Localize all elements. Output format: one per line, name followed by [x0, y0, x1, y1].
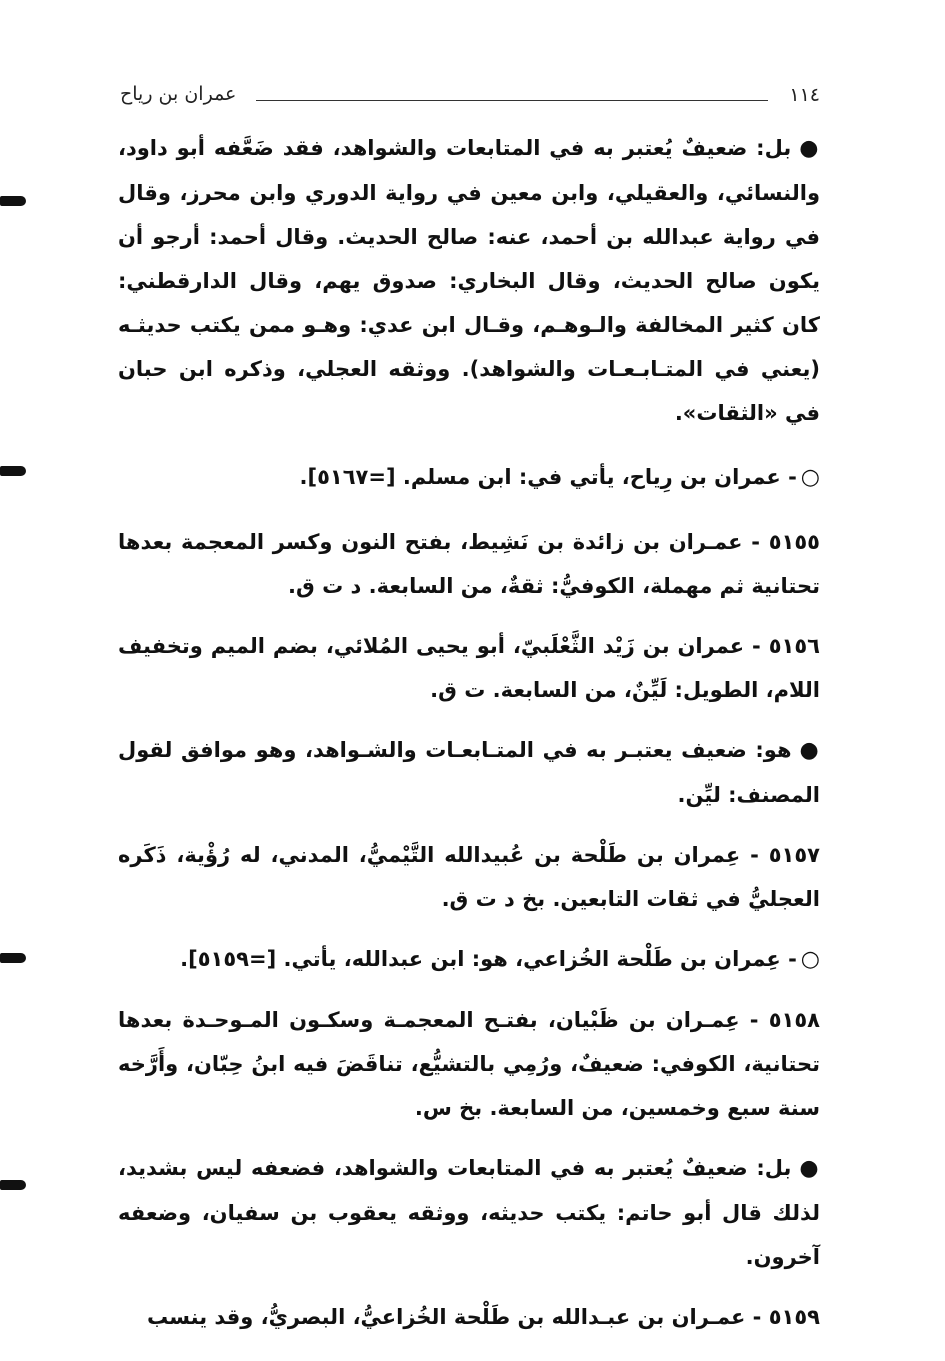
page-number: ١١٤ [789, 84, 820, 106]
scan-mark [0, 953, 26, 963]
running-title: عمران بن رياح [120, 83, 237, 105]
paragraph-text: ٥١٥٧ - عِمران بن طَلْحة بن عُبيدالله التَّيْميُّ، المدني، له رُؤْية، ذَكَره العجليُّ في ثقات التابعين. بخ د ت ق. [118, 843, 820, 911]
biography-entry [118, 1295, 820, 1339]
biography-entry [118, 520, 820, 608]
paragraph-text: بل: ضعيفٌ يُعتبر به في المتابعات والشواهد، فقد ضَعَّفه أبو داود، والنسائي، والعقيلي، وابن معين في رواية الدوري وابن محرز، وقال في رواية عبدالله بن أحمد، عنه: صالح الحديث. وقال أحمد: أرجو أن يكون صالح الحديث، وقال البخاري: صدوق يهم، وقال الدارقطني: كان كثير المخالفة والـوهـم، وقـال ابن عدي: وهـو ممن يكتب حديثـه (يعني في المتـابـعـات والشواهد). ووثقه العجلي، وذكره ابن حبان في «الثقات». [118, 136, 820, 425]
book-page [118, 80, 821, 1329]
scan-mark [0, 1180, 26, 1190]
page-header [118, 80, 820, 114]
cross-reference-entry [118, 937, 820, 982]
commentary-paragraph [118, 728, 820, 817]
ring-icon: ○ [800, 465, 820, 490]
bullet-icon: ● [799, 738, 820, 763]
paragraph-text: ٥١٥٥ - عمـران بن زائدة بن نَشِيط، بفتح النون وكسر المعجمة بعدها تحتانية ثم مهملة، الكوفيُّ: ثقةٌ، من السابعة. د ت ق. [118, 530, 820, 598]
scan-mark [0, 196, 26, 206]
paragraph-text: هو: ضعيف يعتبـر به في المتـابعـات والشـواهد، وهو موافق لقول المصنف: ليِّن. [118, 738, 820, 807]
scan-mark [0, 466, 26, 476]
paragraph-text: - عِمران بن طَلْحة الخُزاعي، هو: ابن عبدالله، يأتي. [=٥١٥٩]. [180, 947, 797, 971]
paragraph-text: ٥١٥٨ - عِمـران بن ظَبْيان، بفتـح المعجمـة وسكـون المـوحـدة بعدها تحتانية، الكوفي: ضعيفٌ، ورُمِي بالتشيُّع، تناقَضَ فيه ابنُ حِبّان، وأَرَّخه سنة سبع وخمسين، من السابعة. بخ س. [118, 1008, 820, 1120]
commentary-paragraph [118, 126, 820, 435]
commentary-paragraph [118, 1146, 820, 1279]
biography-entry [118, 998, 820, 1130]
paragraph-text: ٥١٥٩ - عمـران بن عبـدالله بن طَلْحة الخُزاعيُّ، البصريُّ، وقد ينسب [147, 1305, 820, 1329]
ring-icon: ○ [800, 947, 820, 972]
bullet-icon: ● [799, 1156, 820, 1181]
header-rule [256, 100, 768, 101]
cross-reference-entry [118, 455, 820, 500]
biography-entry [118, 624, 820, 712]
paragraph-text: ٥١٥٦ - عمران بن زَيْد الثَّعْلَبيّ، أبو يحيى المُلائي، بضم الميم وتخفيف اللام، الطويل: لَيِّنٌ، من السابعة. ت ق. [118, 634, 820, 702]
biography-entry [118, 833, 820, 921]
bullet-icon: ● [799, 136, 821, 161]
paragraph-text: - عمران بن رِياح، يأتي في: ابن مسلم. [=٥١٦٧]. [299, 465, 797, 489]
paragraph-text: بل: ضعيفٌ يُعتبر به في المتابعات والشواهد، فضعفه ليس بشديد، لذلك قال أبو حاتم: يكتب حديثه، ووثقه يعقوب بن سفيان، وضعفه آخرون. [118, 1156, 820, 1269]
